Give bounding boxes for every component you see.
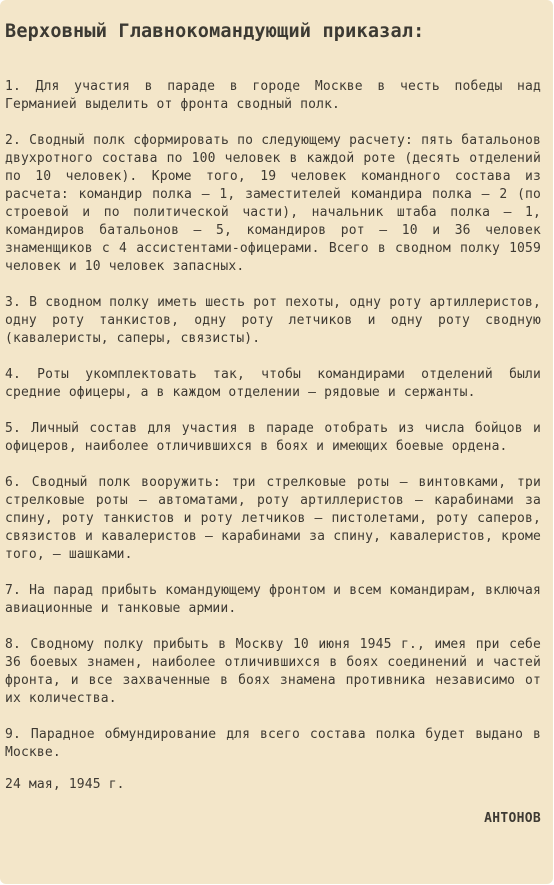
- order-item-5: 5. Личный состав для участия в параде отобрать из числа бойцов и офицеров, наиболее отличившихся в боях и имеющих боевые ордена.: [5, 421, 541, 454]
- order-item-6: 6. Сводный полк вооружить: три стрелковые роты – винтовками, три стрелковые роты – автоматами, роту артиллеристов – карабинами за спину, роту танкистов и роту летчиков – пистолетами, роту саперов, связистов и кавалеристов – карабинами за спину, кавалеристов, кроме того, – шашками.: [5, 475, 541, 562]
- order-item-7: 7. На парад прибыть командующему фронтом и всем командирам, включая авиационные и танковые армии.: [5, 583, 541, 616]
- order-item-3: 3. В сводном полку иметь шесть рот пехоты, одну роту артиллеристов, одну роту танкистов, одну роту летчиков и одну роту сводную (кавалеристы, саперы, связисты).: [5, 295, 541, 346]
- order-item-2: 2. Сводный полк сформировать по следующему расчету: пять батальонов двухротного состава по 100 человек в каждой роте (десять отделений по 10 человек). Кроме того, 19 человек командного состава из расчета: командир полка – 1, заместителей командира полка – 2 (по строевой и по политической части), начальник штаба полка – 1, командиров батальонов – 5, командиров рот – 10 и 36 человек знаменщиков с 4 ассистентами-офицерами. Всего в сводном полку 1059 человек и 10 человек запасных.: [5, 133, 541, 274]
- order-item-9: 9. Парадное обмундирование для всего состава полка будет выдано в Москве.: [5, 727, 541, 760]
- document-date: 24 мая, 1945 г.: [5, 777, 125, 792]
- order-item-4: 4. Роты укомплектовать так, чтобы командирами отделений были средние офицеры, а в каждом отделении – рядовые и сержанты.: [5, 367, 541, 400]
- order-items: [5, 78, 541, 762]
- document-title: Верховный Главнокомандующий приказал:: [5, 21, 425, 42]
- order-item-8: 8. Сводному полку прибыть в Москву 10 июня 1945 г., имея при себе 36 боевых знамен, наиболее отличившихся в боях соединений и частей фронта, и все захваченные в боях знамена противника независимо от их количества.: [5, 637, 541, 706]
- order-item-1: 1. Для участия в параде в городе Москве в честь победы над Германией выделить от фронта сводный полк.: [5, 79, 541, 112]
- signature: АНТОНОВ: [484, 811, 541, 826]
